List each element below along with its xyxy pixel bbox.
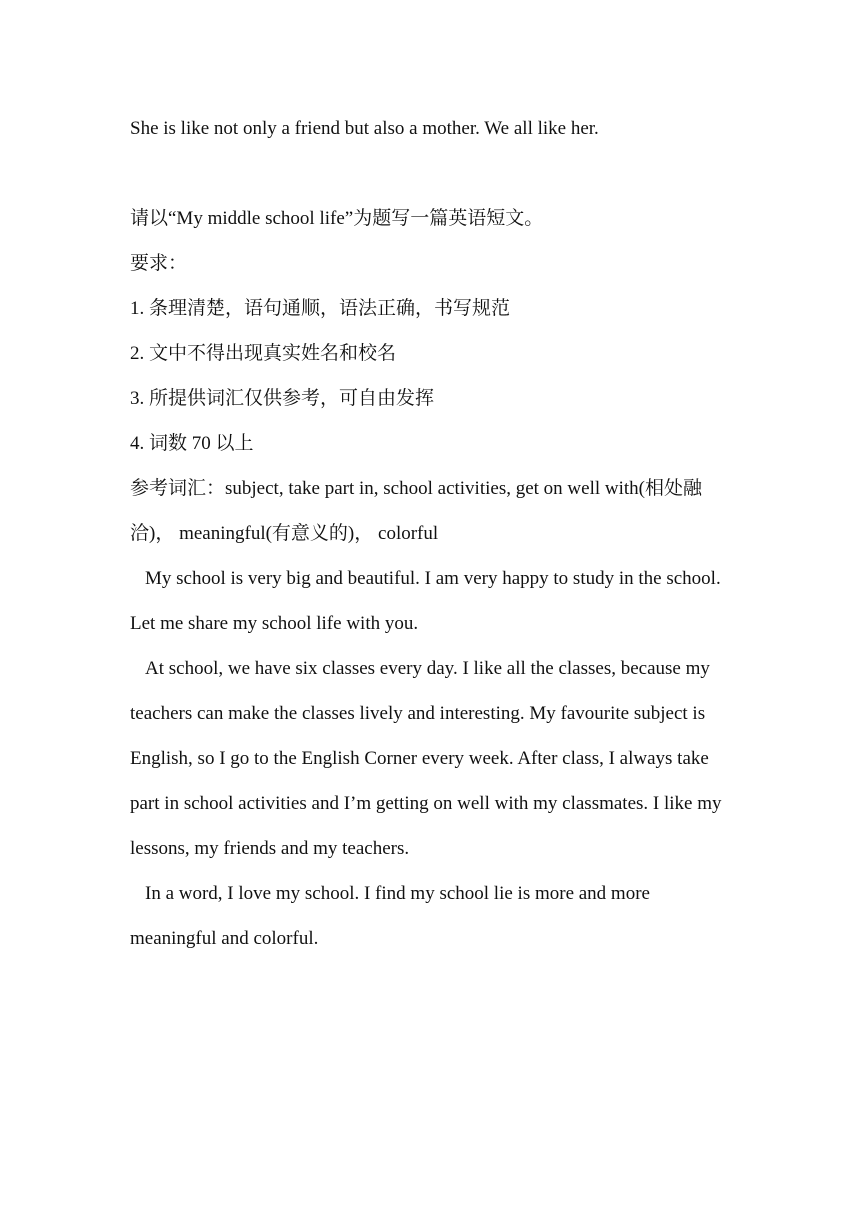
intro-line: She is like not only a friend but also a mother. We all like her. <box>130 118 599 139</box>
requirements-label: 要求： <box>130 253 188 274</box>
paragraph-gap <box>130 151 740 196</box>
essay-paragraph: In a word, I love my school. I find my school lie is more and more meaningful and colorful. <box>130 883 650 949</box>
requirement-item: 2. 文中不得出现真实姓名和校名 <box>130 343 397 364</box>
document-body <box>130 106 740 961</box>
writing-prompt: 请以“My middle school life”为题写一篇英语短文。 <box>130 208 544 229</box>
essay-paragraph: At school, we have six classes every day. I like all the classes, because my teachers can make the classes lively and interesting. My favourite subject is English, so I go to the English Corner every week. After class, I always take part in school activities and I’m getting on well with my classmates. I like my lessons, my friends and my teachers. <box>130 658 722 859</box>
requirement-item: 4. 词数 70 以上 <box>130 433 254 454</box>
reference-vocabulary: 参考词汇：subject, take part in, school activities, get on well with(相处融洽)， meaningful(有意义的)， colorful <box>130 478 703 544</box>
requirement-item: 3. 所提供词汇仅供参考，可自由发挥 <box>130 388 435 409</box>
essay-paragraph: My school is very big and beautiful. I am very happy to study in the school. Let me share my school life with you. <box>130 568 721 634</box>
requirement-item: 1. 条理清楚，语句通顺，语法正确，书写规范 <box>130 298 511 319</box>
